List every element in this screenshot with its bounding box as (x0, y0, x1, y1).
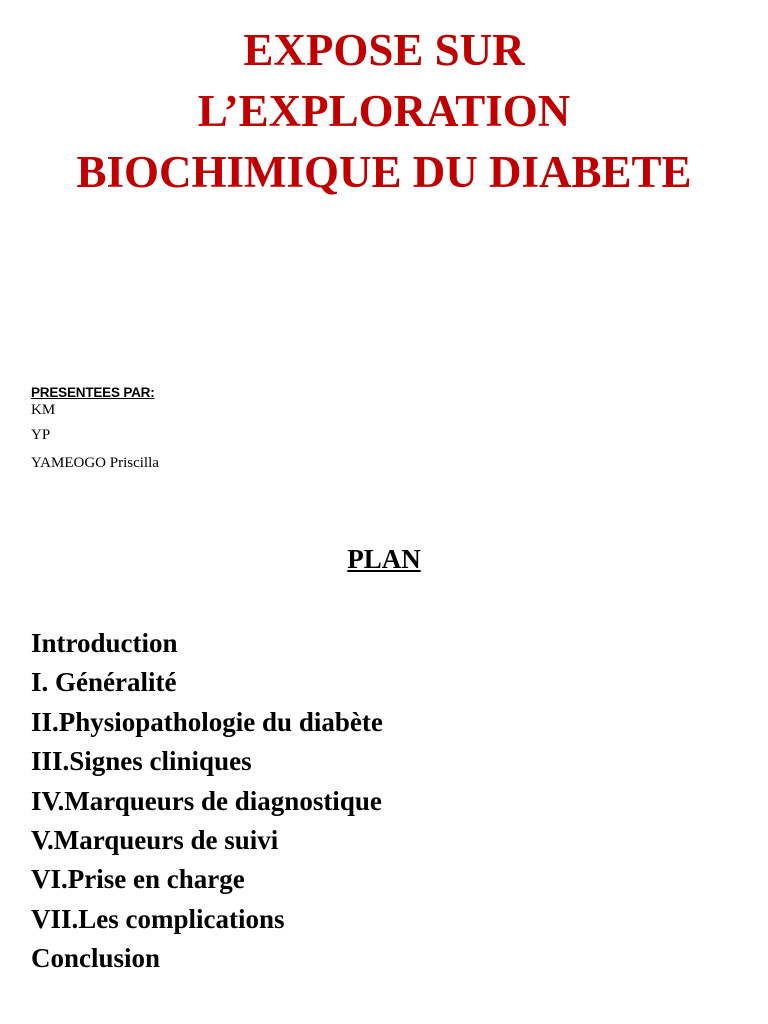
title-line-2: L’EXPLORATION (197, 86, 571, 136)
plan-heading (0, 541, 768, 577)
presenters-block (31, 384, 159, 477)
plan-item-marqueurs-diagnostique: IV.Marqueurs de diagnostique (31, 785, 382, 816)
plan-item-generalite: I. Généralité (31, 667, 177, 698)
plan-item-conclusion: Conclusion (31, 943, 161, 974)
plan-heading-text: PLAN (347, 544, 421, 574)
plan-item-introduction: Introduction (31, 628, 178, 658)
document-title (0, 20, 768, 203)
presenters-label: PRESENTEES PAR: (31, 385, 155, 400)
plan-item-prise-en-charge: VI.Prise en charge (31, 864, 245, 895)
presenter-name-1: KM (31, 402, 56, 418)
plan-item-physiopathologie: II.Physiopathologie du diabète (31, 706, 383, 737)
title-line-1: EXPOSE SUR (243, 25, 525, 75)
plan-item-signes-cliniques: III.Signes cliniques (31, 746, 252, 777)
plan-list (31, 624, 383, 979)
plan-item-complications: VII.Les complications (31, 903, 285, 934)
plan-item-marqueurs-suivi: V.Marqueurs de suivi (31, 824, 279, 855)
presenter-name-2: YP (31, 427, 51, 443)
presenter-name-3: YAMEOGO Priscilla (31, 455, 159, 471)
title-line-3: BIOCHIMIQUE DU DIABETE (76, 147, 692, 197)
